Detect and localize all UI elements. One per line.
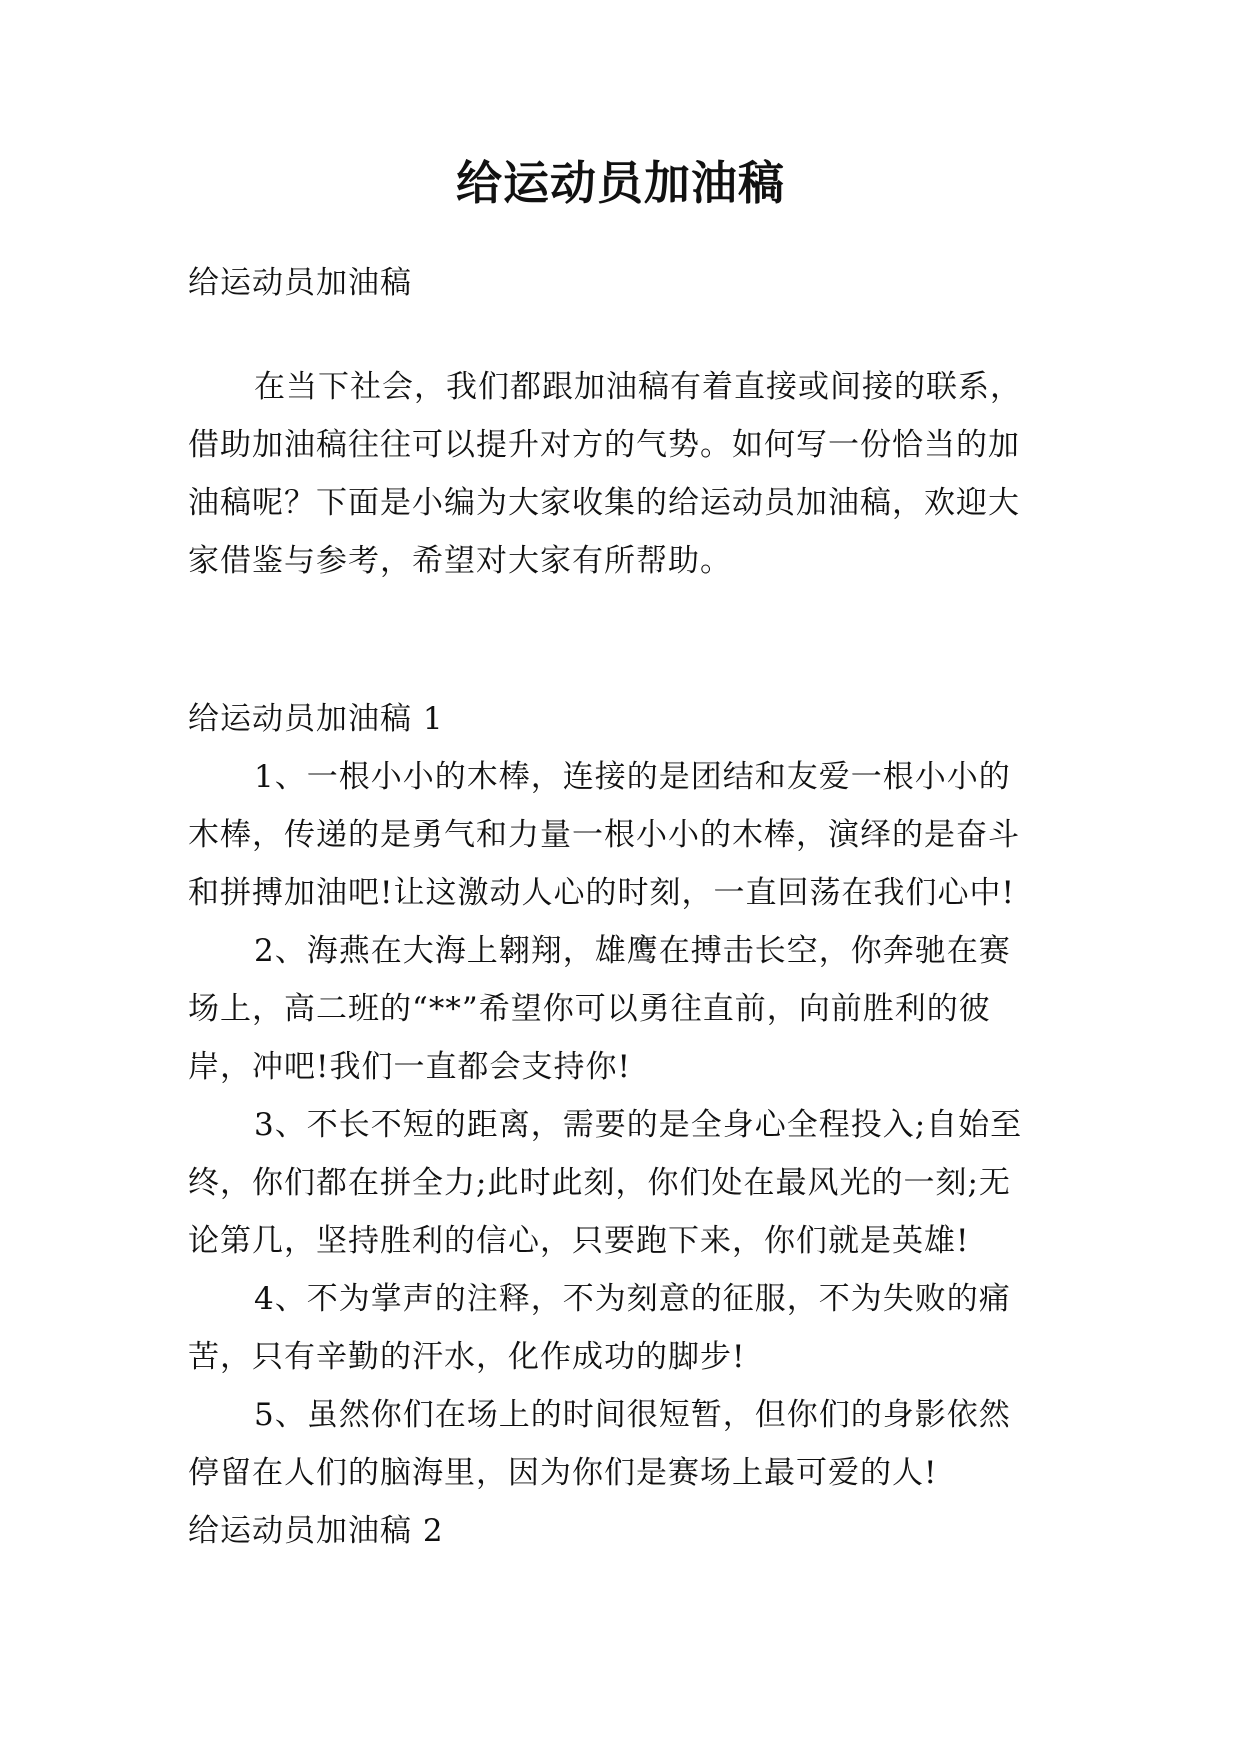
item-1-line: 1、一根小小的木棒，连接的是团结和友爱一根小小的 — [254, 759, 1011, 795]
item-4-line: 苦，只有辛勤的汗水，化作成功的脚步! — [188, 1339, 746, 1375]
section-1 — [188, 690, 1068, 1560]
item-4-line: 4、不为掌声的注释，不为刻意的征服，不为失败的痛 — [254, 1281, 1011, 1317]
intro-paragraph — [188, 358, 1068, 590]
item-5-line: 停留在人们的脑海里，因为你们是赛场上最可爱的人! — [188, 1455, 938, 1491]
item-2-line: 2、海燕在大海上翱翔，雄鹰在搏击长空，你奔驰在赛 — [254, 933, 1011, 969]
section-1-heading: 给运动员加油稿 1 — [188, 701, 444, 737]
item-2-line: 岸，冲吧!我们一直都会支持你! — [188, 1049, 631, 1085]
intro-line: 家借鉴与参考，希望对大家有所帮助。 — [188, 543, 732, 579]
intro-line: 在当下社会，我们都跟加油稿有着直接或间接的联系， — [254, 369, 1022, 405]
item-3-line: 3、不长不短的距离，需要的是全身心全程投入;自始至 — [254, 1107, 1023, 1143]
subtitle-text: 给运动员加油稿 — [188, 265, 412, 301]
document-title: 给运动员加油稿 — [456, 156, 785, 210]
item-3-line: 终，你们都在拼全力;此时此刻，你们处在最风光的一刻;无 — [188, 1165, 1011, 1201]
item-3-line: 论第几，坚持胜利的信心，只要跑下来，你们就是英雄! — [188, 1223, 970, 1259]
section-2-heading: 给运动员加油稿 2 — [188, 1513, 444, 1549]
intro-line: 借助加油稿往往可以提升对方的气势。如何写一份恰当的加 — [188, 427, 1020, 463]
item-5-line: 5、虽然你们在场上的时间很短暂，但你们的身影依然 — [254, 1397, 1011, 1433]
item-2-line: 场上，高二班的“**”希望你可以勇往直前，向前胜利的彼 — [188, 991, 991, 1027]
item-1-line: 和拼搏加油吧!让这激动人心的时刻，一直回荡在我们心中! — [188, 875, 1015, 911]
subtitle — [188, 254, 1068, 312]
intro-line: 油稿呢？下面是小编为大家收集的给运动员加油稿，欢迎大 — [188, 485, 1020, 521]
item-1-line: 木棒，传递的是勇气和力量一根小小的木棒，演绎的是奋斗 — [188, 817, 1020, 853]
